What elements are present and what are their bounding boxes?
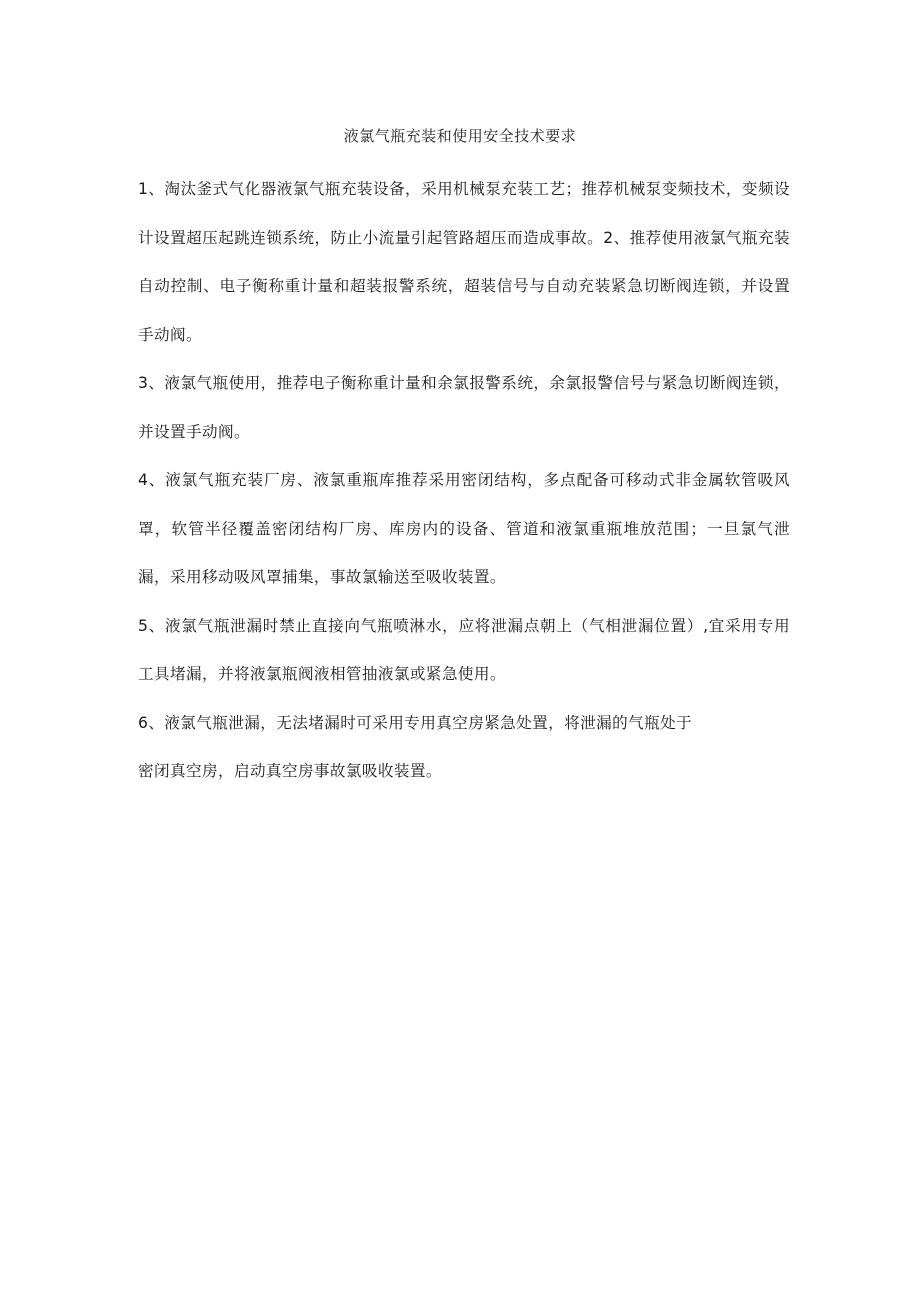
paragraph-1-2: 1、淘汰釜式气化器液氯气瓶充装设备，采用机械泵充装工艺；推荐机械泵变频技术，变频设计设置超压起跳连锁系统，防止小流量引起管路超压而造成事故。2、推荐使用液氯气瓶充装自动控制、电子衡称重计量和超装报警系统，超装信号与自动充装紧急切断阀连锁，并设置手动阀。 — [138, 180, 790, 344]
paragraph-6: 6、液氯气瓶泄漏，无法堵漏时可采用专用真空房紧急处置，将泄漏的气瓶处于 — [138, 713, 693, 732]
document-title: 液氯气瓶充装和使用安全技术要求 — [343, 127, 577, 145]
document-body — [138, 165, 790, 811]
paragraph-6-continuation: 密闭真空房，启动真空房事故氯吸收装置。 — [138, 762, 442, 780]
paragraph-4: 4、液氯气瓶充装厂房、液氯重瓶库推荐采用密闭结构，多点配备可移动式非金属软管吸风罩，软管半径覆盖密闭结构厂房、库房内的设备、管道和液氯重瓶堆放范围；一旦氯气泄漏，采用移动吸风罩捕集，事故氯输送至吸收装置。 — [138, 471, 790, 586]
paragraph-5: 5、液氯气瓶泄漏时禁止直接向气瓶喷淋水，应将泄漏点朝上（气相泄漏位置）,宜采用专用工具堵漏，并将液氯瓶阀液相管抽液氯或紧急使用。 — [138, 616, 790, 683]
paragraph-3: 3、液氯气瓶使用，推荐电子衡称重计量和余氯报警系统，余氯报警信号与紧急切断阀连锁，并设置手动阀。 — [138, 374, 790, 441]
